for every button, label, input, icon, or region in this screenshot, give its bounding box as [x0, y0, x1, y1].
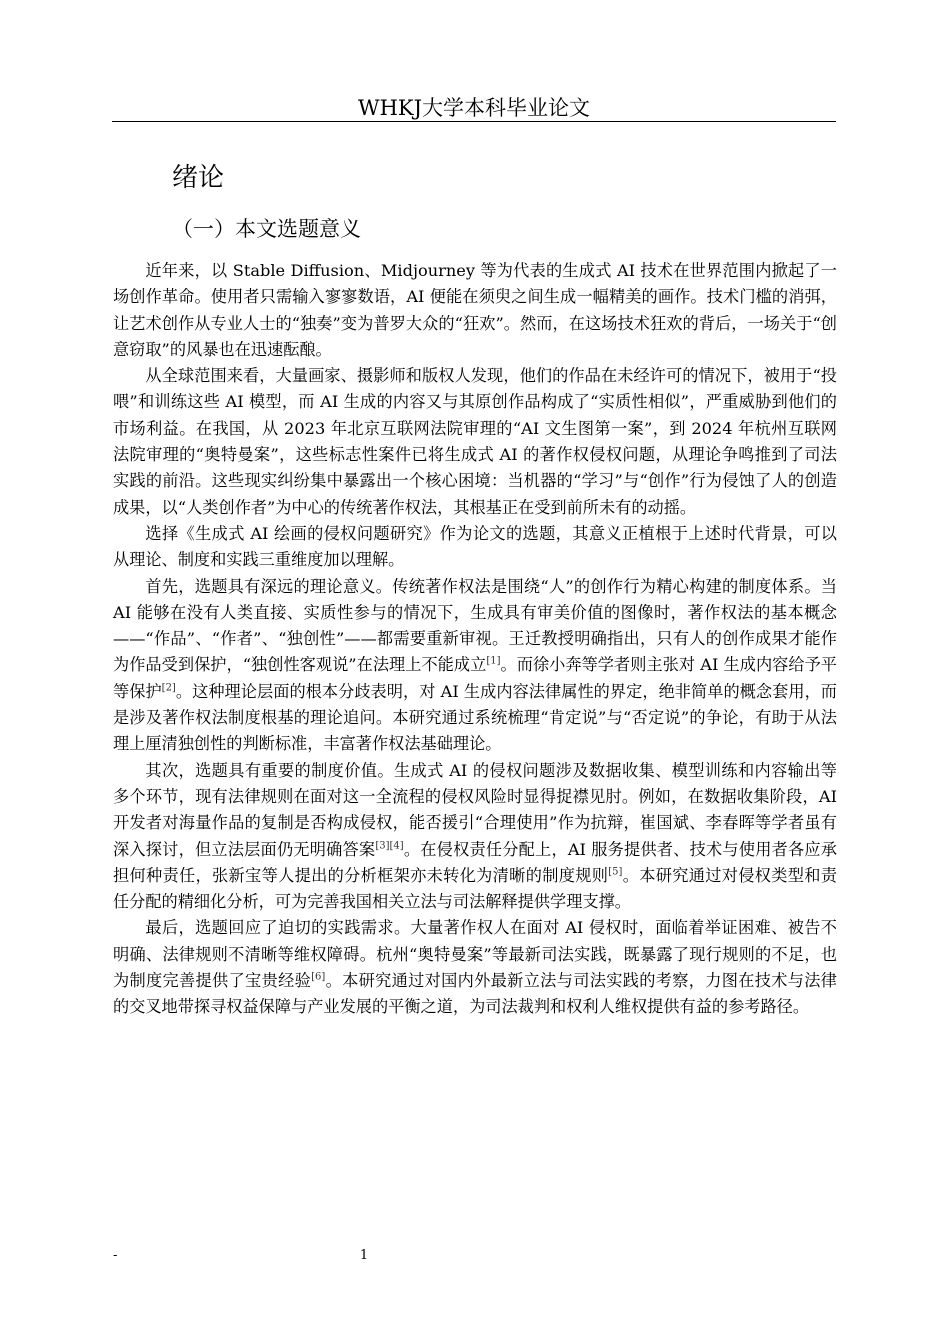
paragraph-text: 。在侵权责任分配上，AI 服务提供者、技术与使用者各应承担何种责任，张新宝等人提出的分析框架亦未转化为清晰的制度规则 [113, 839, 837, 885]
paragraph-text: 选择《生成式 AI 绘画的侵权问题研究》作为论文的选题，其意义正植根于上述时代背景，可以从理论、制度和实践三重维度加以理解。 [113, 523, 837, 570]
chapter-title: 绪论 [172, 163, 225, 193]
citation-3[interactable]: [3] [375, 840, 390, 852]
paragraph-text: 其次，选题具有重要的制度价值。生成式 AI 的侵权问题涉及数据收集、模型训练和内容输出等多个环节，现有法律规则在面对这一全流程的侵权风险时显得捉襟见肘。例如，在数据收集阶段，AI 开发者对海量作品的复制是否构成侵权，能否援引“合理使用”作为抗辩，崔国斌、李春晖等学者虽有深入探讨，但立法层面仍无明确答案 [113, 760, 837, 859]
paragraph-text: 。本研究通过对国内外最新立法与司法实践的考察，力图在技术与法律的交叉地带探寻权益保障与产业发展的平衡之道，为司法裁判和权利人维权提供有益的参考路径。 [113, 971, 837, 1017]
paragraph-text: 首先，选题具有深远的理论意义。传统著作权法是围绕“人”的创作行为精心构建的制度体系。当 AI 能够在没有人类直接、实质性参与的情况下，生成具有审美价值的图像时，著作权法的基本概念——“作品”、“作者”、“独创性”——都需要重新审视。王迁教授明确指出，只有人的创作成果才能作为作品受到保护，“独创性客观说”在法理上不能成立 [113, 576, 837, 675]
section-title: （一）本文选题意义 [172, 217, 361, 241]
footer-mark: - [113, 1248, 118, 1263]
paragraph-text: 最后，选题回应了迫切的实践需求。大量著作权人在面对 AI 侵权时，面临着举证困难、被告不明确、法律规则不清晰等维权障碍。杭州“奥特曼案”等最新司法实践，既暴露了现行规则的不足，也为制度完善提供了宝贵经验 [113, 918, 837, 991]
citation-1[interactable]: [1] [486, 656, 501, 668]
paragraph-text: 。而徐小奔等学者则主张对 AI 生成内容给予平等保护 [113, 655, 837, 701]
paragraph-text: 。本研究通过对侵权类型和责任分配的精细化分析，可为完善我国相关立法与司法解释提供学理支撑。 [113, 865, 838, 912]
page-number: 1 [359, 1248, 369, 1263]
paragraph-1 [113, 258, 837, 363]
citation-4[interactable]: [4] [389, 840, 404, 852]
paragraph-text: 从全球范围来看，大量画家、摄影师和版权人发现，他们的作品在未经许可的情况下，被用于“投喂”和训练这些 AI 模型，而 AI 生成的内容又与其原创作品构成了“实质性相似”，严重威胁到他们的市场利益。在我国，从 2023 年北京互联网法院审理的“AI 文生图第一案”，到 2024 年杭州互联网法院审理的“奥特曼案”，这些标志性案件已将生成式 AI 的著作权侵权问题，从理论争鸣推到了司法实践的前沿。这些现实纠纷集中暴露出一个核心困境：当机器的“学习”与“创作”行为侵蚀了人的创造成果，以“人类创作者”为中心的传统著作权法，其根基正在受到前所未有的动摇。 [113, 366, 837, 517]
paragraph-4 [113, 574, 837, 758]
paragraph-2 [113, 363, 837, 521]
header-rule [112, 121, 836, 122]
body-text [113, 258, 837, 1021]
citation-5[interactable]: [5] [608, 866, 623, 878]
paragraph-text: 近年来，以 Stable Diffusion、Midjourney 等为代表的生成式 AI 技术在世界范围内掀起了一场创作革命。使用者只需输入寥寥数语，AI 便能在须臾之间生成一幅精美的画作。技术门槛的消弭，让艺术创作从专业人士的“独奏”变为普罗大众的“狂欢”。然而，在这场技术狂欢的背后，一场关于“创意窃取”的风暴也在迅速酝酿。 [113, 261, 837, 359]
citation-2[interactable]: [2] [161, 682, 176, 694]
paragraph-5 [113, 758, 837, 916]
running-header: WHKJ大学本科毕业论文 [357, 96, 590, 120]
citation-6[interactable]: [6] [311, 971, 326, 983]
paragraph-text: 。这种理论层面的根本分歧表明，对 AI 生成内容法律属性的界定，绝非简单的概念套用，而是涉及著作权法制度根基的理论追问。本研究通过系统梳理“肯定说”与“否定说”的争论，有助于从法理上厘清独创性的判断标准，丰富著作权法基础理论。 [113, 681, 837, 754]
paragraph-3 [113, 521, 837, 574]
paragraph-6 [113, 915, 837, 1020]
